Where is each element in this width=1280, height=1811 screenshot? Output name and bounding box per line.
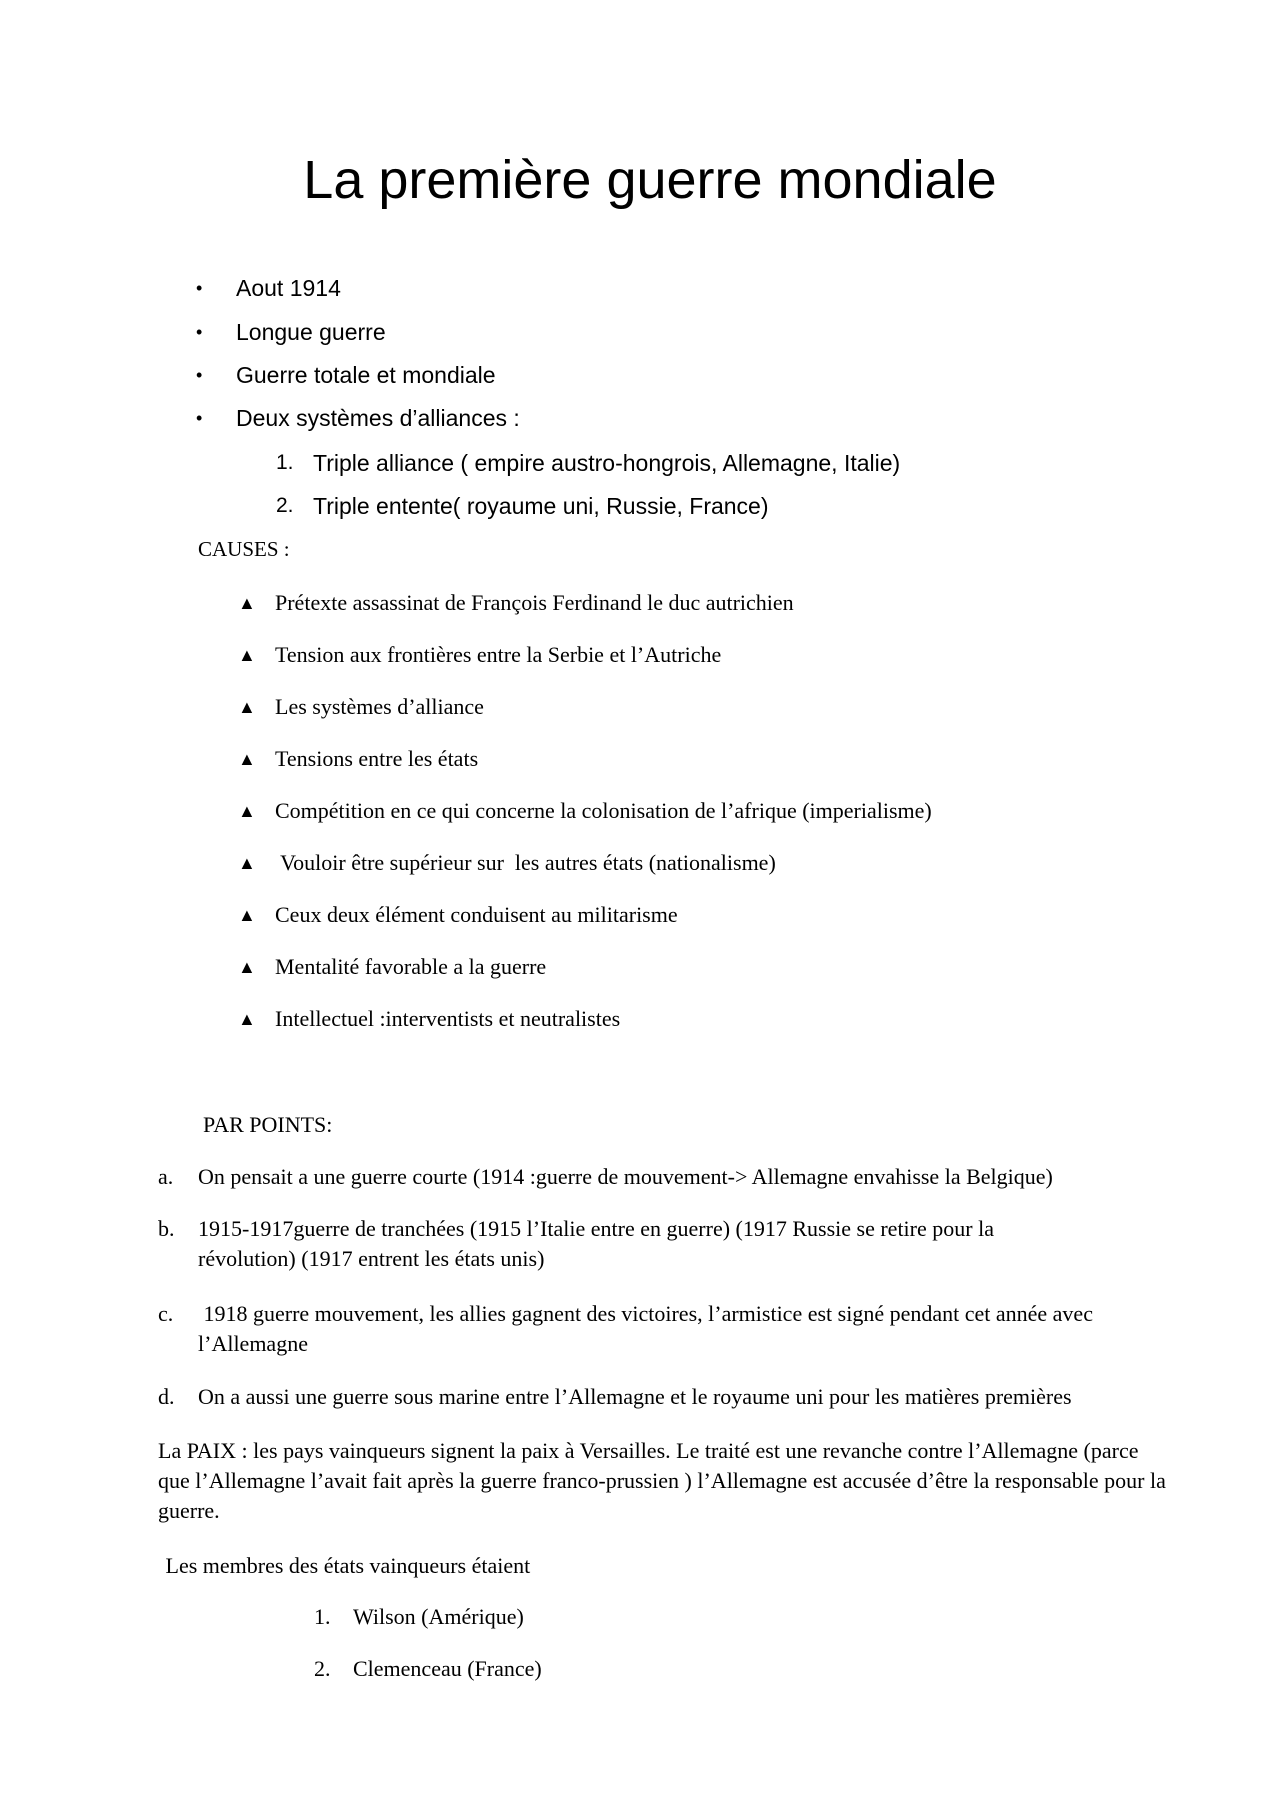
triangle-bullet-icon: ▲	[238, 697, 256, 717]
list-marker: a.	[158, 1164, 174, 1189]
list-item-text: Tension aux frontières entre la Serbie et l’Autriche	[275, 642, 722, 667]
bullet-icon: •	[196, 278, 203, 298]
points-heading: PAR POINTS:	[203, 1112, 333, 1137]
page-title: La première guerre mondiale	[303, 150, 997, 210]
triangle-bullet-icon: ▲	[238, 593, 256, 613]
list-item-text: On a aussi une guerre sous marine entre l’Allemagne et le royaume uni pour les matières premières	[198, 1384, 1072, 1409]
triangle-bullet-icon: ▲	[238, 957, 256, 977]
list-item-text: Ceux deux élément conduisent au militarisme	[275, 902, 678, 927]
list-item-text: Guerre totale et mondiale	[236, 362, 496, 388]
list-item-text: Wilson (Amérique)	[353, 1604, 524, 1629]
bullet-icon: •	[196, 322, 203, 342]
list-marker: 2.	[314, 1656, 331, 1681]
triangle-bullet-icon: ▲	[238, 645, 256, 665]
list-marker: 1.	[276, 451, 294, 474]
triangle-bullet-icon: ▲	[238, 801, 256, 821]
list-item-text: Tensions entre les états	[275, 746, 479, 771]
causes-heading: CAUSES :	[198, 537, 290, 561]
list-item-text: Longue guerre	[236, 319, 386, 345]
list-item-text: Triple entente( royaume uni, Russie, France)	[313, 493, 769, 519]
list-marker: 2.	[276, 494, 294, 517]
triangle-bullet-icon: ▲	[238, 1009, 256, 1029]
list-item-text: Triple alliance ( empire austro-hongrois, Allemagne, Italie)	[313, 450, 901, 476]
list-marker: 1.	[314, 1604, 331, 1629]
list-item-text: Aout 1914	[236, 275, 341, 301]
list-item-text: 1918 guerre mouvement, les allies gagnent des victoires, l’armistice est signé pendant cet année avec l’Allemagne	[198, 1301, 1099, 1356]
peace-paragraph: La PAIX : les pays vainqueurs signent la paix à Versailles. Le traité est une revanche contre l’Allemagne (parce que l’Allemagne l’avait fait après la guerre franco-prussien ) l’Allemagne est accusée d’être la responsable pour la guerre.	[158, 1438, 1166, 1523]
list-item-text: 1915-1917guerre de tranchées (1915 l’Italie entre en guerre) (1917 Russie se retire pour la révolution) (1917 entrent les états unis)	[198, 1216, 994, 1271]
list-item-text: Deux systèmes d’alliances :	[236, 405, 520, 431]
list-item-text: Vouloir être supérieur sur les autres états (nationalisme)	[275, 850, 776, 875]
triangle-bullet-icon: ▲	[238, 749, 256, 769]
bullet-icon: •	[196, 408, 203, 428]
bullet-icon: •	[196, 365, 203, 385]
list-marker: c.	[158, 1301, 174, 1326]
list-marker: b.	[158, 1216, 175, 1241]
list-item-text: Clemenceau (France)	[353, 1656, 542, 1681]
triangle-bullet-icon: ▲	[238, 905, 256, 925]
list-item-text: Compétition en ce qui concerne la colonisation de l’afrique (imperialisme)	[275, 798, 932, 823]
list-item-text: On pensait a une guerre courte (1914 :guerre de mouvement-> Allemagne envahisse la Belgique)	[198, 1164, 1053, 1189]
list-item-text: Prétexte assassinat de François Ferdinand le duc autrichien	[275, 590, 794, 615]
members-intro: Les membres des états vainqueurs étaient	[160, 1553, 531, 1578]
list-item-text: Les systèmes d’alliance	[275, 694, 484, 719]
list-item-text: Intellectuel :interventists et neutralistes	[275, 1006, 621, 1031]
list-item-text: Mentalité favorable a la guerre	[275, 954, 547, 979]
triangle-bullet-icon: ▲	[238, 853, 256, 873]
list-marker: d.	[158, 1384, 175, 1409]
